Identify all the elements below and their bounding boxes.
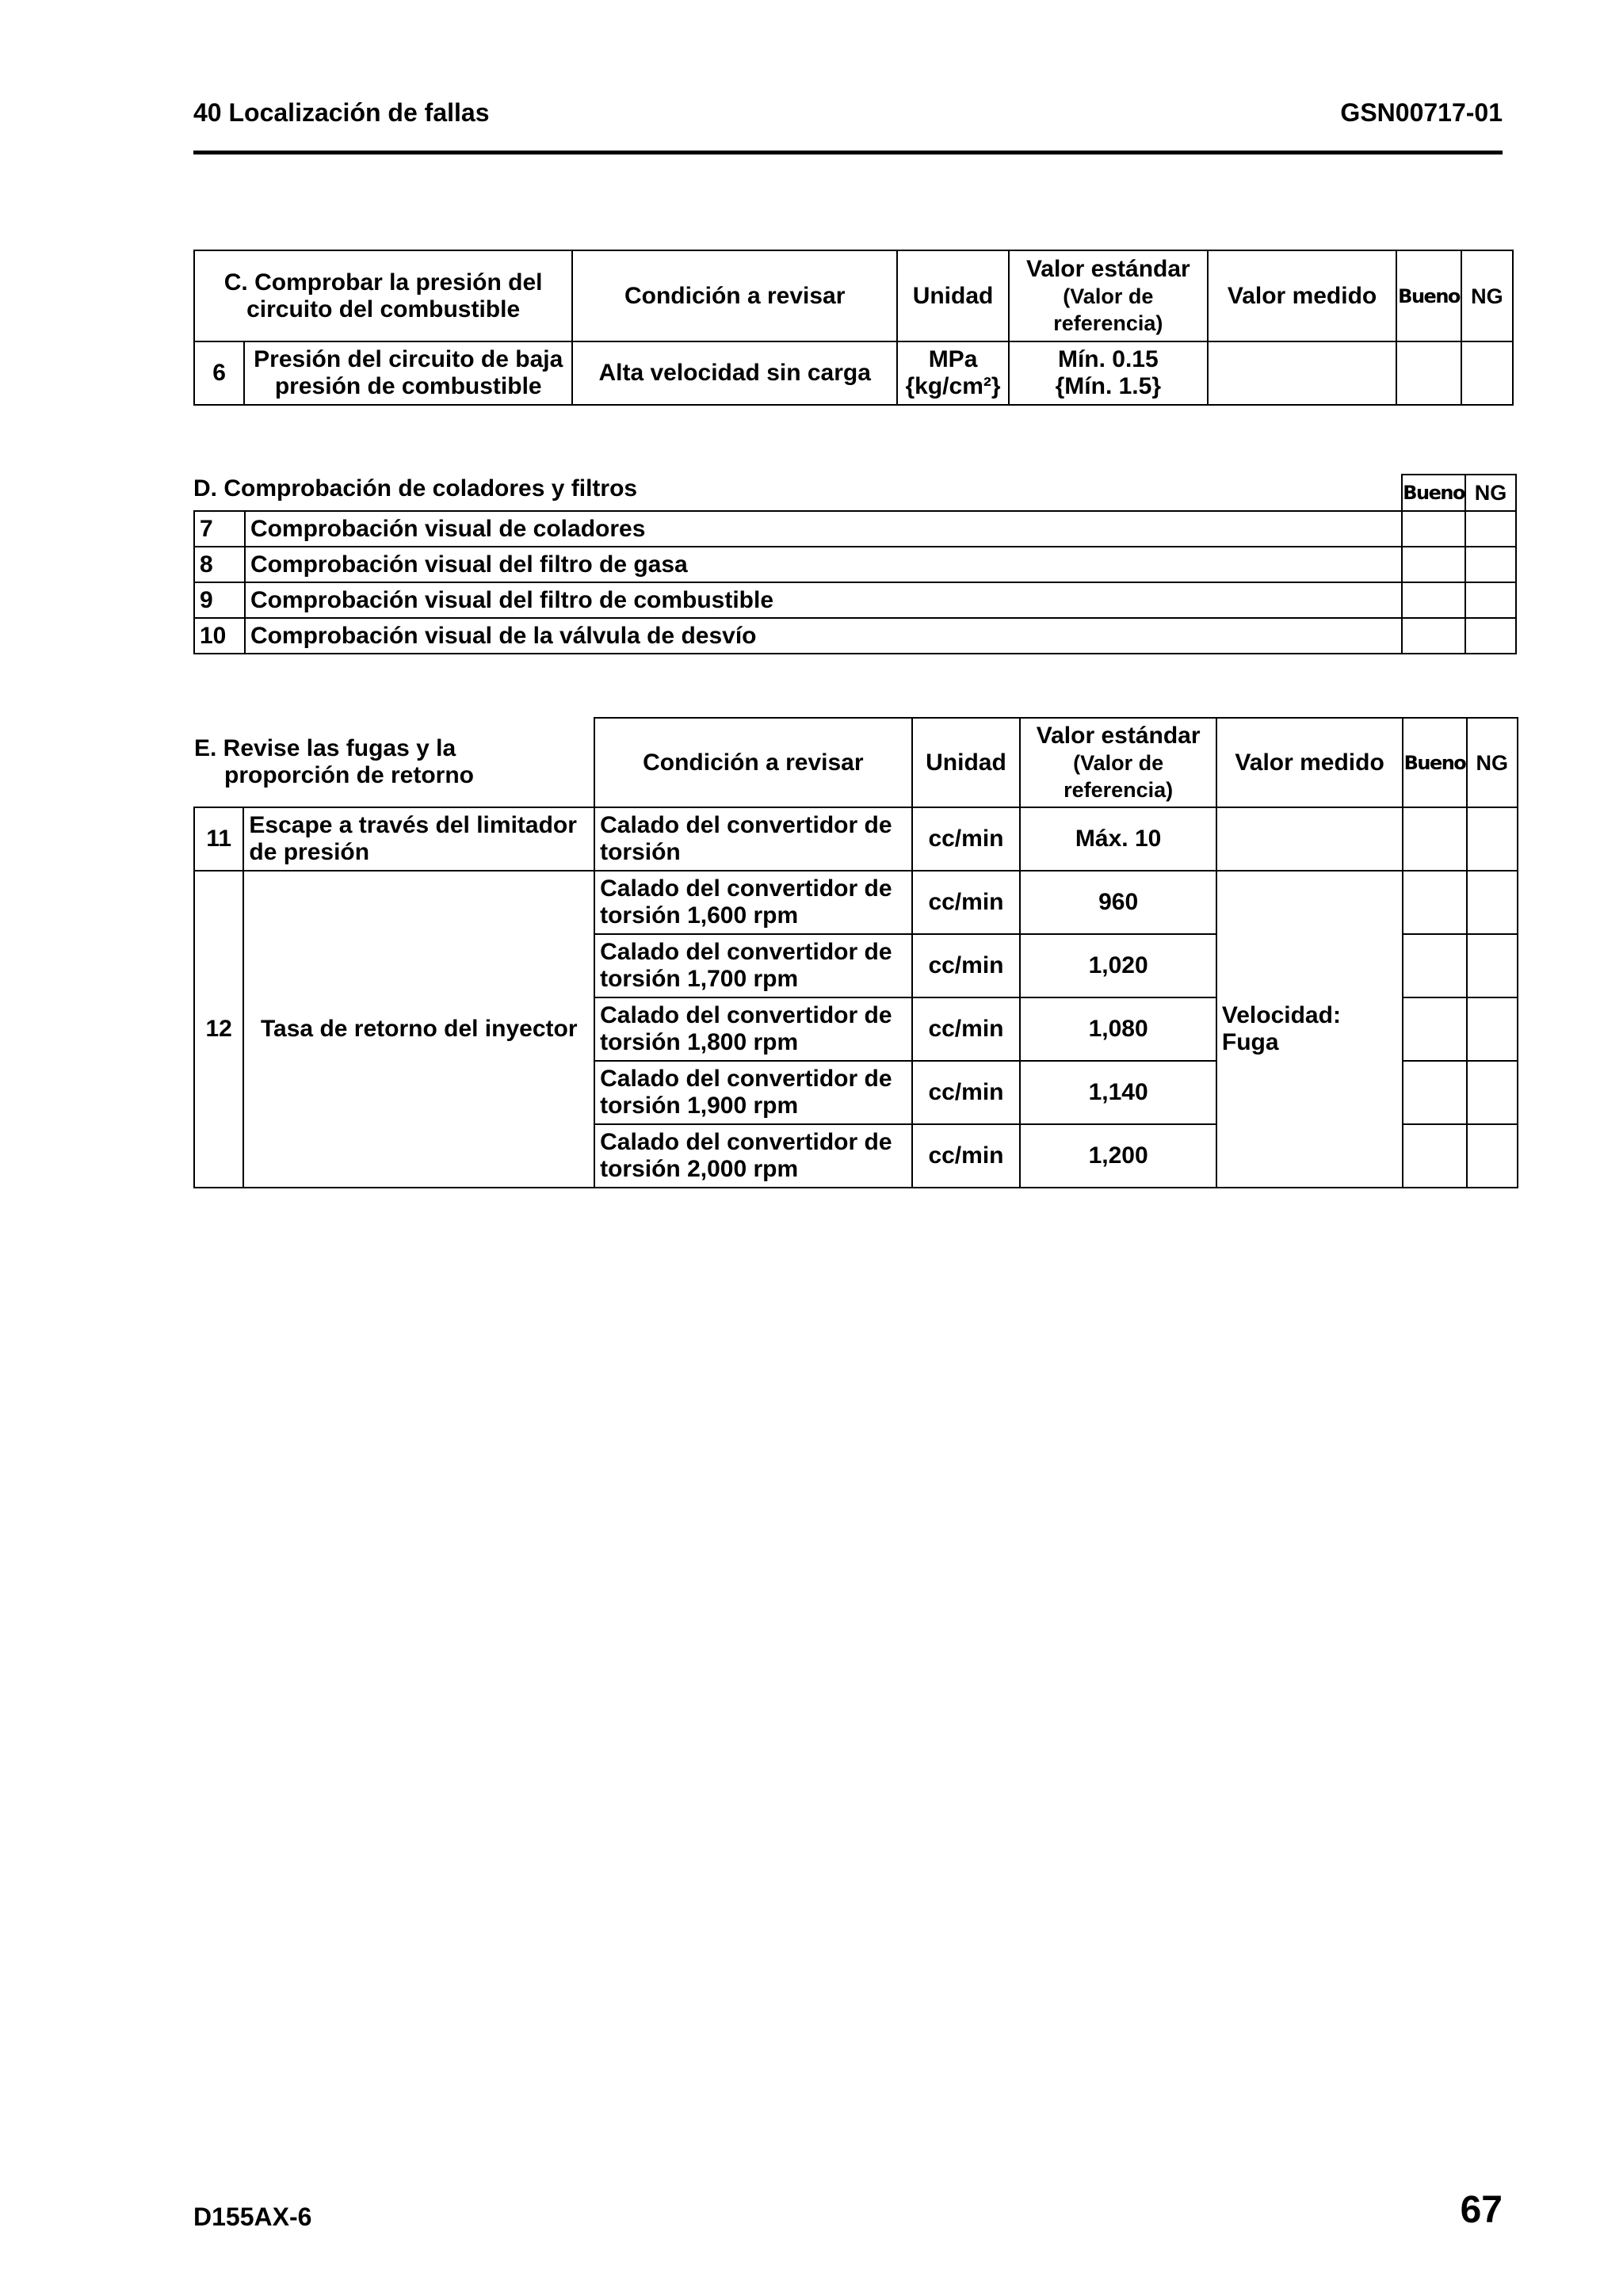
row-condition: Calado del convertidor de torsión 1,600 rpm: [594, 871, 911, 934]
table-strainers-filters: [193, 474, 1517, 654]
row-number: 7: [194, 511, 245, 547]
row-unit: cc/min: [912, 1061, 1021, 1124]
row-condition: Alta velocidad sin carga: [572, 341, 897, 405]
good-checkbox[interactable]: [1403, 871, 1466, 934]
table-e-title: E. Revise las fugas y la proporción de retorno: [194, 735, 474, 788]
col-unit: Unidad: [897, 250, 1009, 341]
row-item: Escape a través del limitador de presión: [243, 807, 594, 871]
row-number: 9: [194, 582, 245, 618]
table-row: [194, 618, 1516, 654]
col-ng: NG: [1461, 250, 1513, 341]
col-standard-value: Valor estándar (Valor de referencia): [1020, 718, 1216, 807]
table-header-row: [194, 250, 1513, 341]
good-checkbox[interactable]: [1402, 582, 1465, 618]
ng-checkbox[interactable]: [1467, 997, 1518, 1061]
good-checkbox[interactable]: [1403, 1124, 1466, 1188]
ng-checkbox[interactable]: [1467, 934, 1518, 997]
table-row: [194, 547, 1516, 582]
good-checkbox[interactable]: [1402, 511, 1465, 547]
table-row: [194, 511, 1516, 547]
row-unit: cc/min: [912, 807, 1021, 871]
col-unit: Unidad: [912, 718, 1021, 807]
good-checkbox[interactable]: [1402, 547, 1465, 582]
page-number: 67: [1460, 2189, 1503, 2231]
header-divider: [193, 151, 1503, 154]
table-c-title: C. Comprobar la presión del circuito del combustible: [194, 250, 572, 341]
ng-checkbox[interactable]: [1467, 807, 1518, 871]
section-title: 40 Localización de fallas: [193, 98, 490, 127]
row-number: 12: [194, 871, 243, 1188]
row-standard-value: 1,080: [1020, 997, 1216, 1061]
col-condition: Condición a revisar: [594, 718, 911, 807]
row-unit: cc/min: [912, 934, 1021, 997]
row-condition: Calado del convertidor de torsión: [594, 807, 911, 871]
row-item: Tasa de retorno del inyector: [243, 871, 594, 1188]
ng-checkbox[interactable]: [1465, 618, 1516, 654]
row-number: 10: [194, 618, 245, 654]
measured-cell[interactable]: [1208, 341, 1397, 405]
row-condition: Calado del convertidor de torsión 1,800 rpm: [594, 997, 911, 1061]
row-unit: cc/min: [912, 997, 1021, 1061]
good-checkbox[interactable]: [1403, 1061, 1466, 1124]
row-standard-value: 1,140: [1020, 1061, 1216, 1124]
table-fuel-pressure: [193, 250, 1514, 406]
ng-checkbox[interactable]: [1467, 1124, 1518, 1188]
document-code: GSN00717-01: [1340, 98, 1503, 127]
row-condition: Calado del convertidor de torsión 1,700 rpm: [594, 934, 911, 997]
row-item: Comprobación visual del filtro de gasa: [245, 547, 1402, 582]
good-checkbox[interactable]: [1396, 341, 1461, 405]
table-leak-return: [193, 717, 1518, 1188]
row-standard-value: 1,020: [1020, 934, 1216, 997]
row-unit: cc/min: [912, 1124, 1021, 1188]
good-checkbox[interactable]: [1403, 807, 1466, 871]
ng-checkbox[interactable]: [1465, 547, 1516, 582]
table-row: [194, 871, 1518, 934]
col-good: Bueno: [1402, 475, 1465, 511]
col-good: Bueno: [1403, 718, 1466, 807]
table-header-row: [194, 475, 1516, 511]
row-standard-value: 1,200: [1020, 1124, 1216, 1188]
ng-checkbox[interactable]: [1465, 582, 1516, 618]
row-item: Comprobación visual de coladores: [245, 511, 1402, 547]
col-measured: Valor medido: [1208, 250, 1397, 341]
row-item: Comprobación visual de la válvula de desvío: [245, 618, 1402, 654]
ng-checkbox[interactable]: [1461, 341, 1513, 405]
ng-checkbox[interactable]: [1467, 1061, 1518, 1124]
col-ng: NG: [1465, 475, 1516, 511]
row-standard-value: 960: [1020, 871, 1216, 934]
table-row: [194, 582, 1516, 618]
table-header-row: [194, 718, 1518, 807]
model-code: D155AX-6: [193, 2203, 312, 2231]
col-condition: Condición a revisar: [572, 250, 897, 341]
ng-checkbox[interactable]: [1465, 511, 1516, 547]
row-number: 11: [194, 807, 243, 871]
table-row: [194, 807, 1518, 871]
row-item: Presión del circuito de baja presión de combustible: [244, 341, 572, 405]
row-condition: Calado del convertidor de torsión 1,900 rpm: [594, 1061, 911, 1124]
ng-checkbox[interactable]: [1467, 871, 1518, 934]
measured-cell[interactable]: Velocidad: Fuga: [1216, 871, 1403, 1188]
table-d-title: D. Comprobación de coladores y filtros: [193, 475, 638, 502]
row-number: 6: [194, 341, 244, 405]
measured-cell[interactable]: [1216, 807, 1403, 871]
table-row: [194, 341, 1513, 405]
col-measured: Valor medido: [1216, 718, 1403, 807]
row-item: Comprobación visual del filtro de combustible: [245, 582, 1402, 618]
row-standard-value: Máx. 10: [1020, 807, 1216, 871]
row-number: 8: [194, 547, 245, 582]
good-checkbox[interactable]: [1403, 997, 1466, 1061]
col-ng: NG: [1467, 718, 1518, 807]
row-condition: Calado del convertidor de torsión 2,000 rpm: [594, 1124, 911, 1188]
row-standard-value: Mín. 0.15 {Mín. 1.5}: [1009, 341, 1208, 405]
good-checkbox[interactable]: [1402, 618, 1465, 654]
row-unit: cc/min: [912, 871, 1021, 934]
col-standard-value: Valor estándar (Valor de referencia): [1009, 250, 1208, 341]
row-unit: MPa {kg/cm²}: [897, 341, 1009, 405]
good-checkbox[interactable]: [1403, 934, 1466, 997]
col-good: Bueno: [1396, 250, 1461, 341]
